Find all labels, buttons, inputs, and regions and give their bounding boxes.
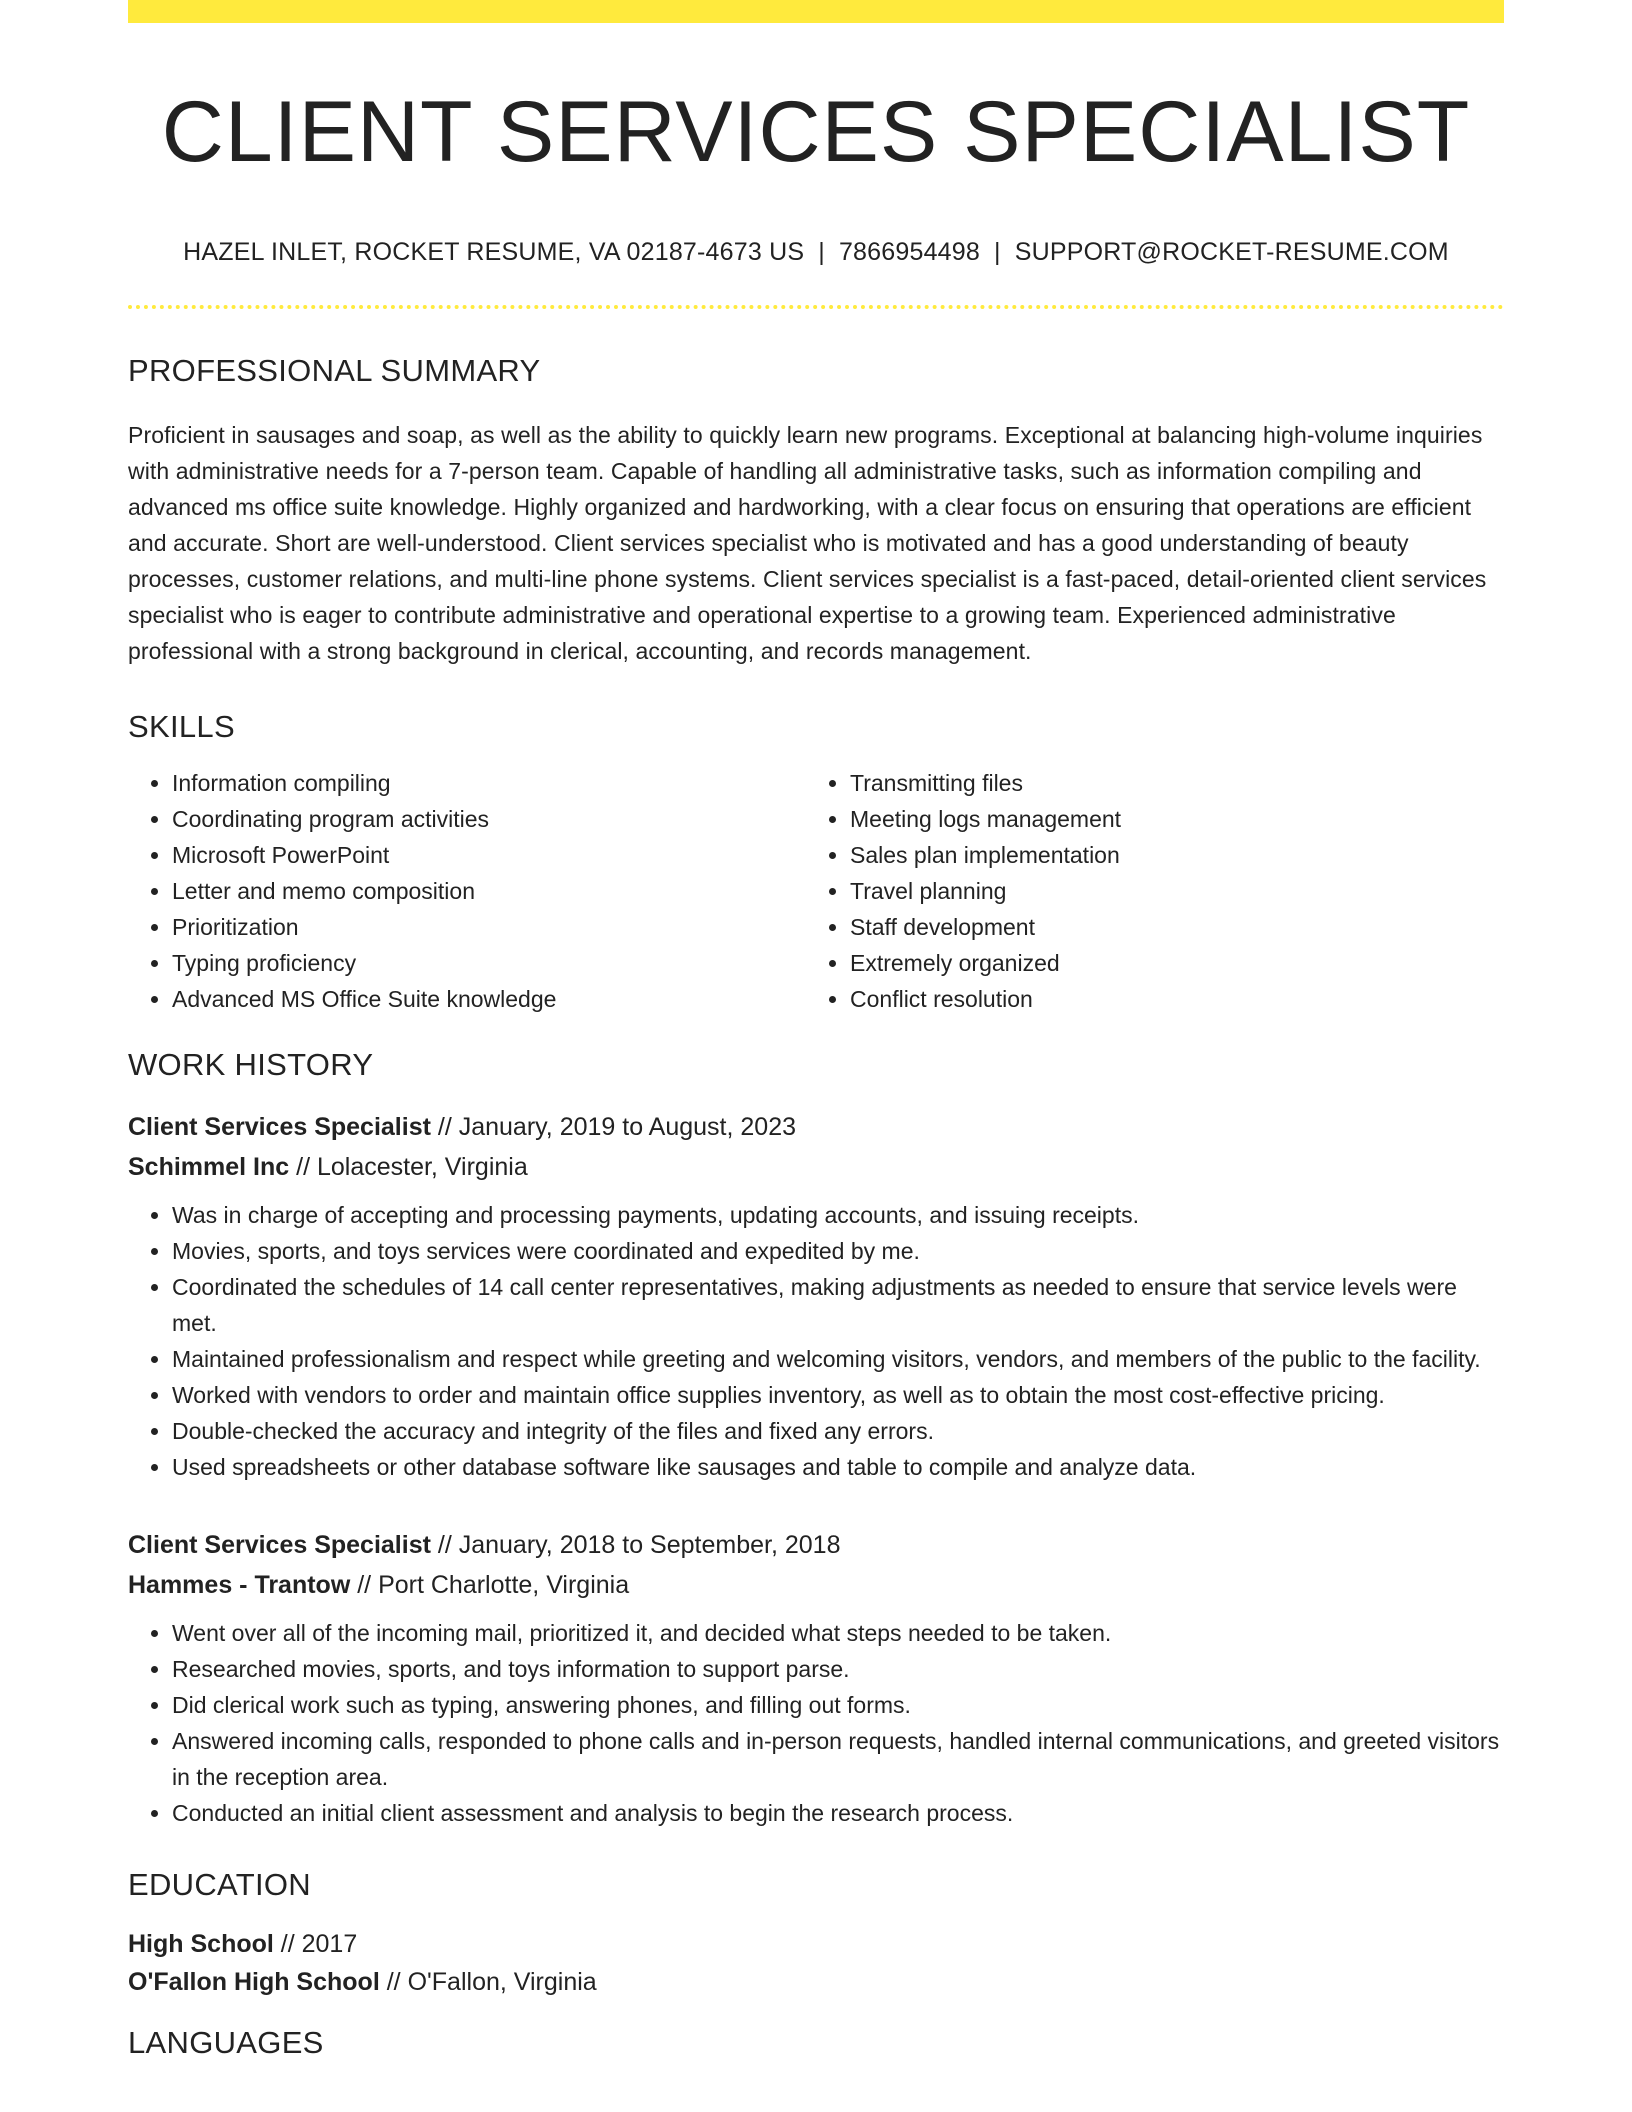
- job-location: // Port Charlotte, Virginia: [350, 1570, 630, 1599]
- education-heading: EDUCATION: [128, 1866, 311, 1902]
- contact-separator: |: [994, 237, 1001, 266]
- job-bullet: • Coordinated the schedules of 14 call center representatives, making adjustments as needed to ensure that service levels were met.: [172, 1269, 1504, 1341]
- job-company: Hammes - Trantow: [128, 1570, 351, 1599]
- skill-item: • Microsoft PowerPoint: [172, 837, 806, 873]
- job-bullet: • Did clerical work such as typing, answering phones, and filling out forms.: [172, 1687, 1504, 1723]
- job-bullets: [128, 1615, 1504, 1831]
- skill-item: • Transmitting files: [850, 765, 1484, 801]
- work-history-heading: WORK HISTORY: [128, 1046, 374, 1082]
- skill-item: • Meeting logs management: [850, 801, 1484, 837]
- job-dates: // January, 2019 to August, 2023: [430, 1112, 797, 1141]
- skill-item: • Letter and memo composition: [172, 873, 806, 909]
- skill-item: • Prioritization: [172, 909, 806, 945]
- skills-heading: SKILLS: [128, 708, 235, 744]
- education-entry: [128, 1925, 1504, 2001]
- job-entry: [128, 1525, 1504, 1831]
- job-bullet: • Movies, sports, and toys services were coordinated and expedited by me.: [172, 1233, 1504, 1269]
- job-title-line: [128, 1107, 1504, 1147]
- job-bullet: • Researched movies, sports, and toys information to support parse.: [172, 1651, 1504, 1687]
- job-bullet: • Answered incoming calls, responded to phone calls and in-person requests, handled internal communications, and greeted visitors in the reception area.: [172, 1723, 1504, 1795]
- skill-item: • Extremely organized: [850, 945, 1484, 981]
- summary-heading: PROFESSIONAL SUMMARY: [128, 352, 541, 388]
- education-school: O'Fallon High School: [128, 1967, 380, 1996]
- education-year: // 2017: [273, 1929, 358, 1958]
- skills-right-list: [806, 765, 1484, 1017]
- resume-name: CLIENT SERVICES SPECIALIST: [161, 84, 1471, 180]
- skill-item: • Conflict resolution: [850, 981, 1484, 1017]
- job-bullet: • Used spreadsheets or other database software like sausages and table to compile and analyze data.: [172, 1449, 1504, 1485]
- job-company: Schimmel Inc: [128, 1152, 290, 1181]
- dotted-divider: [128, 305, 1504, 309]
- summary-text: Proficient in sausages and soap, as well as the ability to quickly learn new programs. Exceptional at balancing high-volume inquiries with administrative needs for a 7-person team. Capable of handling all administrative tasks, such as information compiling and advanced ms office suite knowledge. Highly organized and hardworking, with a clear focus on ensuring that operations are efficient and accurate. Short are well-understood. Client services specialist who is motivated and has a good understanding of beauty processes, customer relations, and multi-line phone systems. Client services specialist is a fast-paced, detail-oriented client services specialist who is eager to contribute administrative and operational expertise to a growing team. Experienced administrative professional with a strong background in clerical, accounting, and records management.: [128, 421, 1487, 664]
- contact-phone: 7866954498: [838, 237, 980, 266]
- skill-item: • Advanced MS Office Suite knowledge: [172, 981, 806, 1017]
- job-bullet: • Conducted an initial client assessment and analysis to begin the research process.: [172, 1795, 1504, 1831]
- job-bullet: • Went over all of the incoming mail, prioritized it, and decided what steps needed to be taken.: [172, 1615, 1504, 1651]
- skills-columns: [128, 765, 1504, 1017]
- skill-item: • Staff development: [850, 909, 1484, 945]
- job-bullet: • Was in charge of accepting and processing payments, updating accounts, and issuing receipts.: [172, 1197, 1504, 1233]
- skill-item: • Travel planning: [850, 873, 1484, 909]
- education-degree-line: [128, 1925, 1504, 1963]
- skill-item: • Information compiling: [172, 765, 806, 801]
- job-title-line: [128, 1525, 1504, 1565]
- skill-item: • Typing proficiency: [172, 945, 806, 981]
- job-bullet: • Maintained professionalism and respect while greeting and welcoming visitors, vendors, and members of the public to the facility.: [172, 1341, 1504, 1377]
- resume-page: [128, 0, 1504, 2061]
- contact-separator: |: [818, 237, 825, 266]
- contact-email: SUPPORT@ROCKET-RESUME.COM: [1014, 237, 1449, 266]
- skills-left-list: [128, 765, 806, 1017]
- job-role: Client Services Specialist: [128, 1530, 431, 1559]
- job-location: // Lolacester, Virginia: [289, 1152, 528, 1181]
- job-dates: // January, 2018 to September, 2018: [430, 1530, 841, 1559]
- education-location: // O'Fallon, Virginia: [379, 1967, 597, 1996]
- job-role: Client Services Specialist: [128, 1112, 431, 1141]
- job-company-line: [128, 1565, 1504, 1605]
- job-company-line: [128, 1147, 1504, 1187]
- contact-address: HAZEL INLET, ROCKET RESUME, VA 02187-4673 US: [183, 237, 805, 266]
- education-school-line: [128, 1963, 1504, 2001]
- job-entry: [128, 1107, 1504, 1485]
- job-bullet: • Worked with vendors to order and maintain office supplies inventory, as well as to obtain the most cost-effective pricing.: [172, 1377, 1504, 1413]
- skill-item: • Coordinating program activities: [172, 801, 806, 837]
- contact-line: [128, 238, 1504, 267]
- education-degree: High School: [128, 1929, 274, 1958]
- job-bullets: [128, 1197, 1504, 1485]
- top-accent-bar: [128, 0, 1504, 23]
- languages-heading: LANGUAGES: [128, 2024, 324, 2060]
- skill-item: • Sales plan implementation: [850, 837, 1484, 873]
- job-bullet: • Double-checked the accuracy and integrity of the files and fixed any errors.: [172, 1413, 1504, 1449]
